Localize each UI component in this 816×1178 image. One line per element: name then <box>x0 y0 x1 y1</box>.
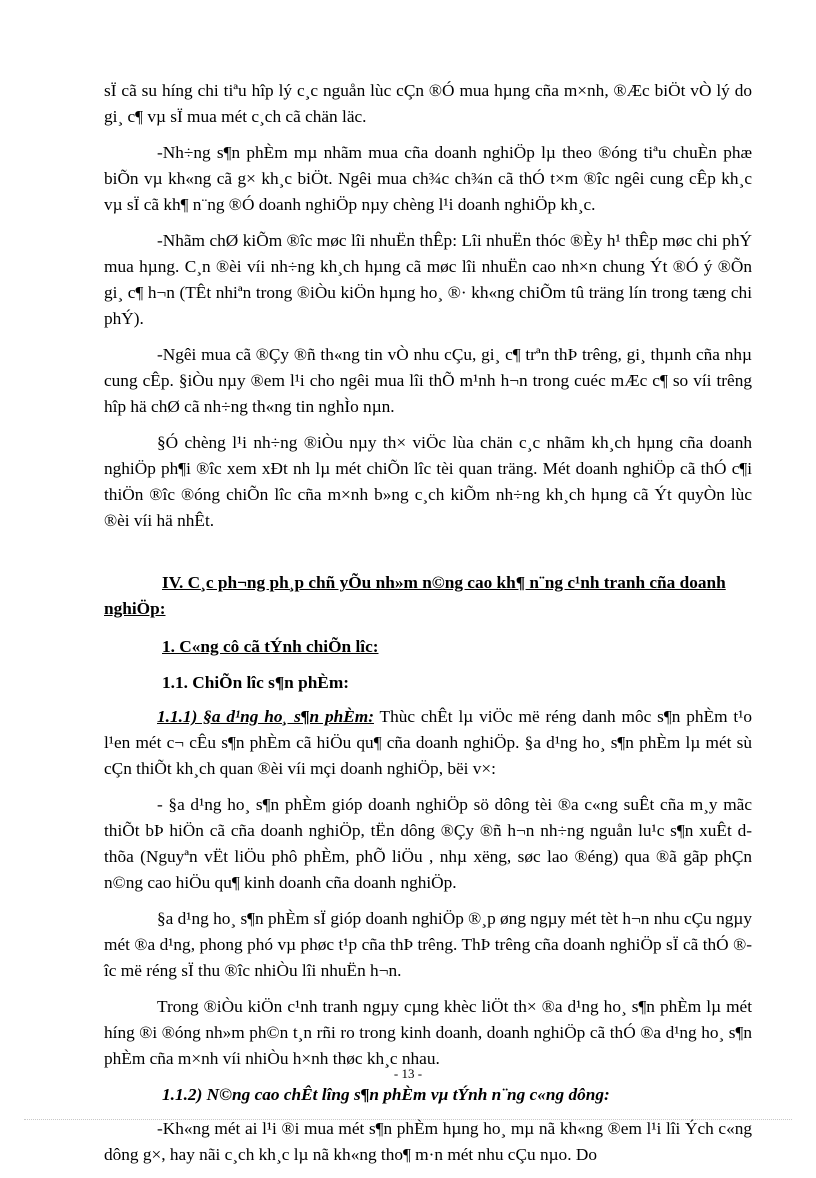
section-1-1-1-title: 1.1.1) §a d¹ng ho¸ s¶n phÈm: <box>157 707 374 726</box>
paragraph: §a d¹ng ho¸ s¶n phÈm sÏ gióp doanh nghiÖp ®¸p øng ngµy mét tèt h¬n nhu cÇu ngµy mét ®a d¹ng, phong phó vµ phøc t¹p cña thÞ trêng. ThÞ trêng cña doanh nghiÖp sÏ cã thÓ ®îc më réng sÏ thu ®îc nhiÒu lîi nhuËn h¬n. <box>104 909 752 980</box>
paragraph: -Kh«ng mét ai l¹i ®i mua mét s¶n phÈm hµng ho¸ mµ nã kh«ng ®em l¹i lîi Ých c«ng dông g×, hay nãi c¸ch kh¸c lµ nã kh«ng tho¶ m·n mét nhu cÇu nµo. Do <box>104 1119 752 1164</box>
section-heading-1-1-2: 1.1.2) N©ng cao chÊt lîng s¶n phÈm vµ tÝnh n¨ng c«ng dông: <box>162 1085 610 1104</box>
section-1-1-1 <box>104 704 752 782</box>
page-content <box>104 78 752 1178</box>
page-number: - 13 - <box>393 1066 423 1081</box>
page-bottom-border <box>24 1119 792 1120</box>
section-heading-1-text: 1. C«ng cô cã tÝnh chiÕn lîc: <box>162 637 379 656</box>
paragraph: Trong ®iÒu kiÖn c¹nh tranh ngµy cµng khèc liÖt th× ®a d¹ng ho¸ s¶n phÈm lµ mét híng ®i ®óng nh»m ph©n t¸n rñi ro trong kinh doanh, doanh nghiÖp cã thÓ ®a d¹ng ho¸ s¶n phÈm cña m×nh víi nhiÒu h×nh thøc kh¸c nhau. <box>104 997 752 1068</box>
section-heading-iv <box>104 570 752 622</box>
paragraph: - §a d¹ng ho¸ s¶n phÈm gióp doanh nghiÖp sö dông tèi ®a c«ng suÊt cña m¸y mãc thiÕt bÞ hiÖn cã cña doanh nghiÖp, tËn dông ®Çy ®ñ h¬n nh÷ng nguån lu¹c s¶n xuÊt d thõa (Nguyªn vËt liÖu phô phÈm, phÕ liÖu , nhµ xëng, søc lao ®éng) qua ®ã gãp phÇn n©ng cao hiÖu qu¶ kinh doanh cña doanh nghiÖp. <box>104 795 752 892</box>
spacer <box>104 544 752 570</box>
section-heading-iv-text: IV. C¸c ph¬ng ph¸p chñ yÕu nh»m n©ng cao kh¶ n¨ng c¹nh tranh cña doanh nghiÖp: <box>104 573 726 618</box>
paragraph: §Ó chèng l¹i nh÷ng ®iÒu nµy th× viÖc lùa chän c¸c nhãm kh¸ch hµng cña doanh nghiÖp ph¶i ®îc xem xÐt nh lµ mét chiÕn lîc tèi quan träng. Mét doanh nghiÖp cã thÓ c¶i thiÖn ®îc ®óng chiÕn lîc cña m×nh b»ng c¸ch kiÕm nh÷ng kh¸ch hµng cã Ýt quyÒn lùc ®èi víi hä nhÊt. <box>104 433 752 530</box>
paragraph: -Ngêi mua cã ®Çy ®ñ th«ng tin vÒ nhu cÇu, gi¸ c¶ trªn thÞ trêng, gi¸ thµnh cña nhµ cung cÊp. §iÒu nµy ®em l¹i cho ngêi mua lîi thÕ m¹nh h¬n trong cuéc mÆc c¶ so víi trêng hîp hä chØ cã nh÷ng th«ng tin nghÌo nµn. <box>104 345 752 416</box>
paragraph: sÏ cã su híng chi tiªu hîp lý c¸c nguån lùc cÇn ®Ó mua hµng cña m×nh, ®Æc biÖt vÒ lý do gi¸ c¶ vµ sÏ mua mét c¸ch cã chän läc. <box>104 81 752 126</box>
paragraph: -Nhãm chØ kiÕm ®îc møc lîi nhuËn thÊp: Lîi nhuËn thóc ®Èy h¹ thÊp møc chi phÝ mua hµng. C¸n ®èi víi nh÷ng kh¸ch hµng cã møc lîi nhuËn cao nh×n chung Ýt ®Ó ý ®Õn gi¸ c¶ h¬n (TÊt nhiªn trong ®iÒu kiÖn hµng ho¸ ®· kh«ng chiÕm tû träng lín trong tæng chi phÝ). <box>104 231 752 328</box>
section-heading-1 <box>104 634 752 660</box>
section-heading-1-1: 1.1. ChiÕn lîc s¶n phÈm: <box>162 673 349 692</box>
paragraph: -Nh÷ng s¶n phÈm mµ nhãm mua cña doanh nghiÖp lµ theo ®óng tiªu chuÈn phæ biÕn vµ kh«ng cã g× kh¸c biÖt. Ngêi mua ch¾c ch¾n cã thÓ t×m ®îc ngêi cung cÊp kh¸c vµ sÏ cã kh¶ n¨ng ®Ó doanh nghiÖp nµy chèng l¹i doanh nghiÖp kh¸c. <box>104 143 752 214</box>
section-1-1-1-body: Thùc chÊt lµ viÖc më réng danh môc s¶n phÈm t¹o l¹en mét c¬ cÊu s¶n phÈm cã hiÖu qu¶ cña doanh nghiÖp. §a d¹ng ho¸ s¶n phÈm lµ mét sù cÇn thiÕt kh¸ch quan ®èi víi mçi doanh nghiÖp, bëi v×: <box>104 707 753 778</box>
